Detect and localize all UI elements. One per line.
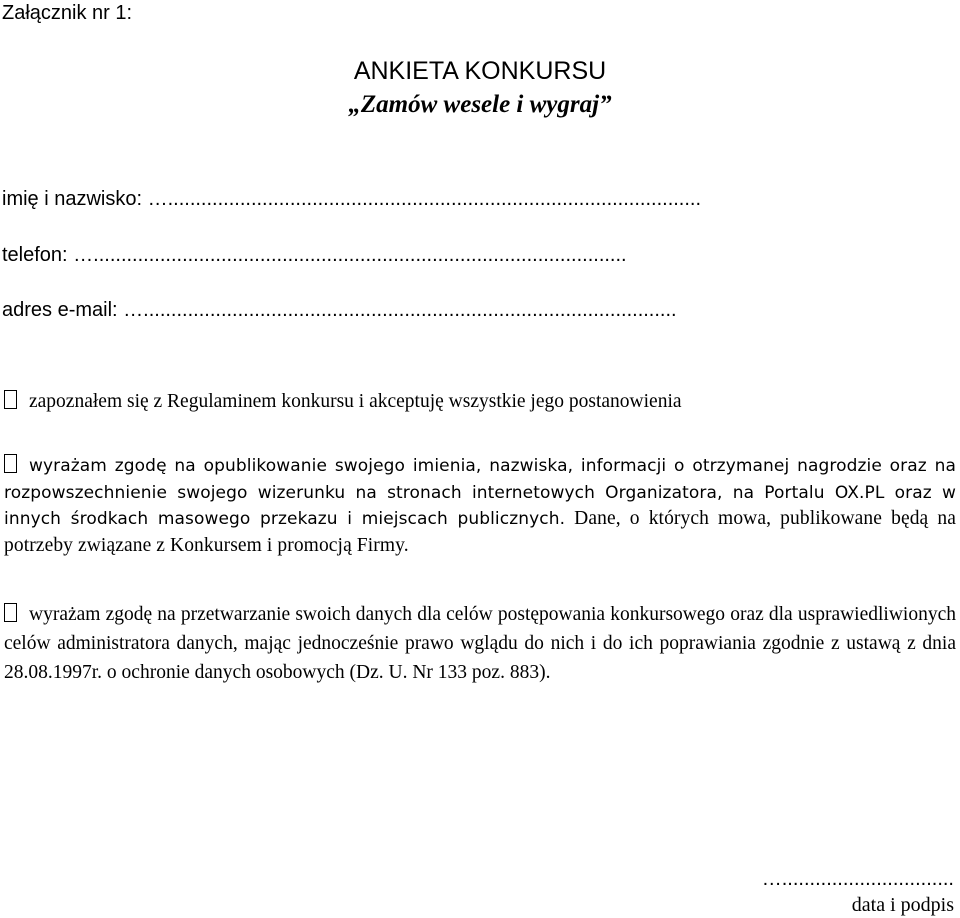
- consent-publication-text: wyrażam zgodę na opublikowanie swojego imienia, nazwiska, informacji o otrzymanej nagrodzie oraz na rozpowszechnienie swojego wizerunku na stronach internetowych Organizatora, na Portalu OX.PL oraz w innych środkach masowego przekazu i miejscach publicznych.: [4, 456, 956, 529]
- consent-data-processing-text: wyrażam zgodę na przetwarzanie swoich danych dla celów postępowania konkursowego oraz dla usprawiedliwionych celów administratora danych, mając jednocześnie prawo wglądu do nich i do ich poprawiania zgodnie z ustawą z dnia 28.08.1997r. o ochronie danych osobowych (Dz. U. Nr 133 poz. 883).: [4, 604, 956, 683]
- email-field[interactable]: adres e-mail: …................................................................................................: [2, 299, 677, 321]
- consent-regulations-checkbox[interactable]: [4, 390, 17, 409]
- phone-field[interactable]: telefon: …................................................................................................: [2, 244, 627, 266]
- document-title: ANKIETA KONKURSU: [353, 57, 607, 85]
- consent-data-processing: [4, 600, 956, 687]
- consent-data-processing-checkbox[interactable]: [4, 603, 17, 622]
- document-subtitle: „Zamów wesele i wygraj”: [348, 91, 612, 118]
- name-field[interactable]: imię i nazwisko: …................................................................................................: [2, 188, 702, 210]
- consent-regulations-text: zapoznałem się z Regulaminem konkursu i akceptuję wszystkie jego postanowienia: [29, 391, 682, 412]
- consent-regulations: [4, 389, 956, 415]
- consent-publication-checkbox[interactable]: [4, 454, 17, 473]
- consent-publication: [4, 453, 956, 559]
- signature-label: data i podpis: [851, 894, 954, 916]
- document-title-block: [0, 54, 960, 122]
- consent-publication-text-tail: Dane, o których mowa, publikowane będą na potrzeby związane z Konkursem i promocją Firmy.: [4, 508, 956, 556]
- signature-line[interactable]: …...............................: [761, 868, 954, 890]
- attachment-label: Załącznik nr 1:: [2, 2, 133, 24]
